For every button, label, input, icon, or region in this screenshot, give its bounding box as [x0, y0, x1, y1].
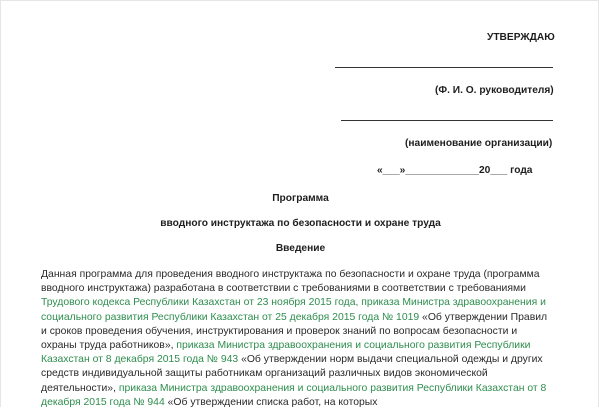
- document-title: Программа: [272, 193, 329, 204]
- approval-date: «___»_____________20___ года: [377, 165, 533, 176]
- intro-text: Данная программа для проведения вводного инструктажа по безопасности и охране труда (программа вводного инструктажа) разработана в соответствии с требованиями в соответствии с требованиями: [41, 269, 540, 295]
- document-subtitle: вводного инструктажа по безопасности и охране труда: [160, 218, 441, 229]
- section-heading: Введение: [275, 243, 326, 254]
- signature-line: [335, 67, 553, 68]
- intro-text: «Об утверждении Правил и сроков проведения обучения, инструктирования и проверок знаний по вопросам безопасности и охраны труда работников»,: [41, 311, 548, 352]
- head-name-label: (Ф. И. О. руководителя): [435, 85, 554, 96]
- intro-paragraph: [41, 268, 553, 407]
- intro-text: «Об утверждении норм выдачи специальной одежды и других средств индивидуальной защиты работникам организаций различных видов экономической деятельности»,: [41, 354, 543, 394]
- order-943-link[interactable]: приказа Министра здравоохранения и социального развития Республики Казахстан от 8 декабря 2015 года № 943: [41, 340, 531, 366]
- intro-text: «Об утверждении списка работ, на которых: [164, 396, 378, 407]
- labor-code-and-order-1019-link[interactable]: Трудового кодекса Республики Казахстан от 23 ноября 2015 года, приказа Министра здравоохранения и социального развития Республики Казахстан от 25 декабря 2015 года № 1019: [41, 297, 546, 323]
- order-944-link[interactable]: приказа Министра здравоохранения и социального развития Республики Казахстан от 8 декабря 2015 года № 944: [41, 382, 547, 407]
- approve-label: УТВЕРЖДАЮ: [487, 32, 555, 43]
- organization-name-label: (наименование организации): [405, 138, 553, 149]
- organization-line: [341, 120, 553, 121]
